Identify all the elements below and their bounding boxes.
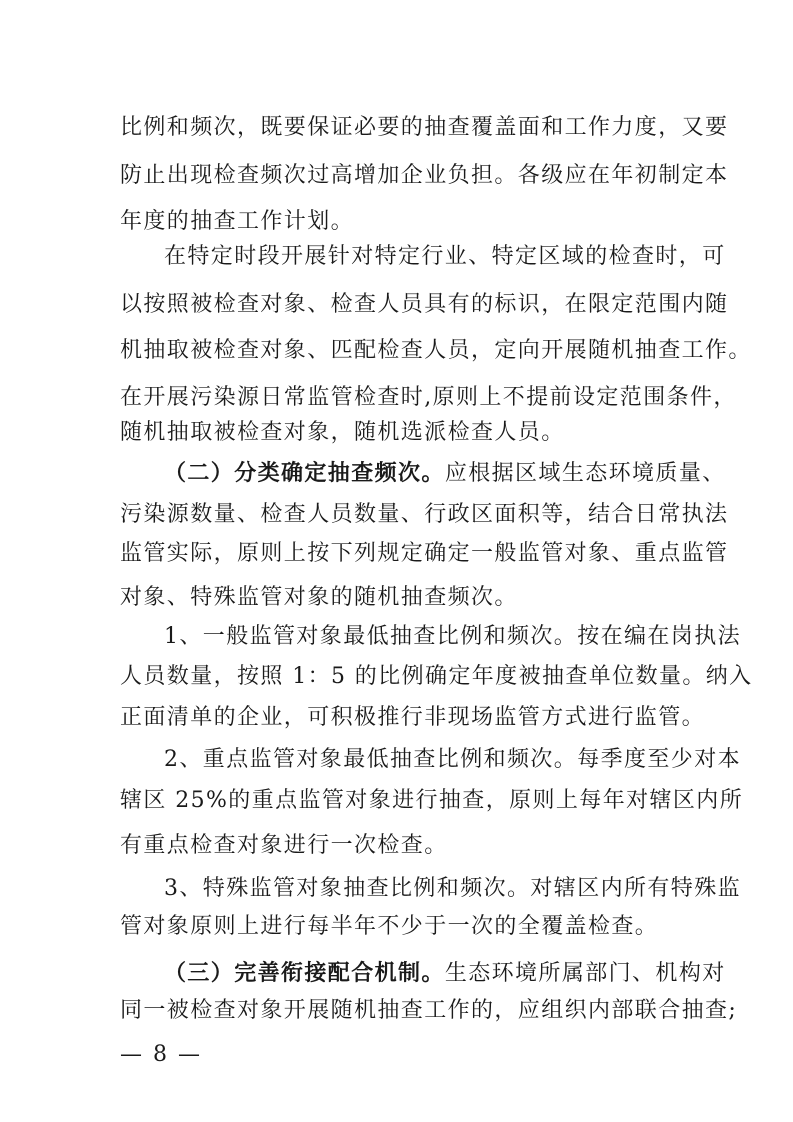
text-line: 管对象原则上进行每半年不少于一次的全覆盖检查。 [120,914,659,939]
text-line: 以按照被检查对象、检查人员具有的标识，在限定范围内随 [120,292,729,317]
section-heading: （三）完善衔接配合机制。 [164,960,445,986]
section-heading: （二）分类确定抽查频次。 [164,460,445,486]
text-line: 年度的抽查工作计划。 [120,209,355,234]
text-line [164,958,726,988]
text-line: 辖区 25%的重点监管对象进行抽查，原则上每年对辖区内所 [120,788,744,813]
text-line: 污染源数量、检查人员数量、行政区面积等，结合日常执法 [120,502,729,527]
text-line: 在特定时段开展针对特定行业、特定区域的检查时，可 [164,244,726,269]
text-line: 比例和频次，既要保证必要的抽查覆盖面和工作力度，又要 [120,115,729,140]
text-segment: 应根据区域生态环境质量、 [444,461,726,486]
text-line: 正面清单的企业，可积极推行非现场监管方式进行监管。 [120,705,706,730]
text-line: 防止出现检查频次过高增加企业负担。各级应在年初制定本 [120,163,729,188]
text-line: 同一被检查对象开展随机抽查工作的，应组织内部联合抽查; [120,998,738,1023]
text-line: 3、特殊监管对象抽查比例和频次。对辖区内所有特殊监 [164,876,741,901]
text-segment: 生态环境所属部门、机构对 [444,961,726,986]
page-number: — 8 — [120,1042,202,1067]
text-line: 有重点检查对象进行一次检查。 [120,833,448,858]
text-line: 人员数量，按照 1：5 的比例确定年度被抽查单位数量。纳入 [120,664,753,689]
text-line: 1、一般监管对象最低抽查比例和频次。按在编在岗执法 [164,624,741,649]
text-line [164,458,726,488]
text-line: 2、重点监管对象最低抽查比例和频次。每季度至少对本 [164,747,741,772]
text-line: 机抽取被检查对象、匹配检查人员，定向开展随机抽查工作。 [120,338,752,363]
text-line: 监管实际，原则上按下列规定确定一般监管对象、重点监管 [120,541,729,566]
text-line: 对象、特殊监管对象的随机抽查频次。 [120,585,518,610]
text-line: 随机抽取被检查对象，随机选派检查人员。 [120,420,565,445]
text-line: 在开展污染源日常监管检查时,原则上不提前设定范围条件， [120,385,737,410]
